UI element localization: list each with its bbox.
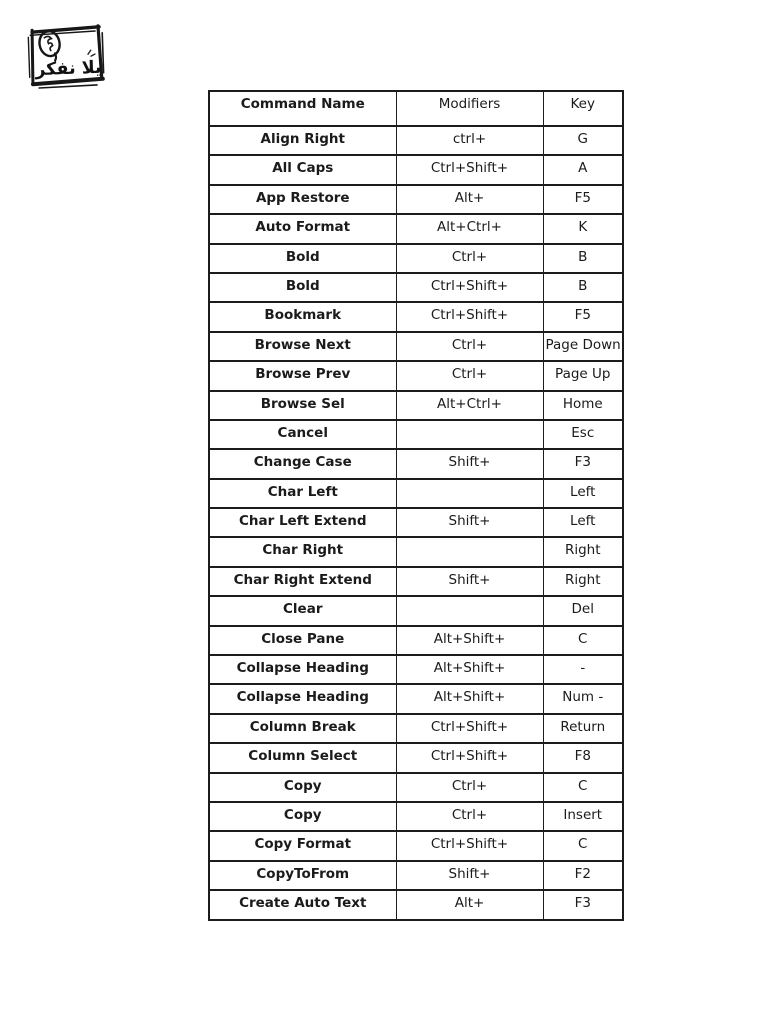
key-cell: F2	[543, 861, 623, 890]
key-cell: Page Down	[543, 332, 623, 361]
table-row	[209, 684, 623, 713]
key-cell: Num -	[543, 684, 623, 713]
modifiers-cell: Shift+	[396, 567, 543, 596]
command-name-cell: All Caps	[209, 155, 396, 184]
table-row	[209, 244, 623, 273]
modifiers-cell: Shift+	[396, 508, 543, 537]
table-row	[209, 743, 623, 772]
command-name-cell: App Restore	[209, 185, 396, 214]
command-name-cell: Clear	[209, 596, 396, 625]
key-cell: Del	[543, 596, 623, 625]
command-name-cell: Change Case	[209, 449, 396, 478]
modifiers-cell: Alt+Ctrl+	[396, 214, 543, 243]
command-name-cell: Collapse Heading	[209, 684, 396, 713]
command-name-cell: Copy	[209, 802, 396, 831]
command-name-cell: Column Break	[209, 714, 396, 743]
modifiers-cell: Alt+Shift+	[396, 684, 543, 713]
modifiers-cell: Ctrl+	[396, 332, 543, 361]
table-row	[209, 802, 623, 831]
col-header-key: Key	[543, 91, 623, 126]
key-cell: Esc	[543, 420, 623, 449]
modifiers-cell: Alt+	[396, 185, 543, 214]
key-cell: F3	[543, 890, 623, 919]
key-cell: B	[543, 273, 623, 302]
modifiers-cell: Ctrl+Shift+	[396, 743, 543, 772]
logo	[25, 21, 109, 92]
command-name-cell: Collapse Heading	[209, 655, 396, 684]
command-name-cell: Char Right	[209, 537, 396, 566]
key-cell: -	[543, 655, 623, 684]
table-row	[209, 391, 623, 420]
col-header-command-name: Command Name	[209, 91, 396, 126]
logo-arabic-text: يلا نفكر	[35, 57, 102, 81]
key-cell: Page Up	[543, 361, 623, 390]
modifiers-cell: Alt+	[396, 890, 543, 919]
modifiers-cell	[396, 420, 543, 449]
modifiers-cell: Ctrl+Shift+	[396, 831, 543, 860]
key-cell: G	[543, 126, 623, 155]
command-name-cell: Char Right Extend	[209, 567, 396, 596]
key-cell: C	[543, 773, 623, 802]
key-cell: B	[543, 244, 623, 273]
modifiers-cell	[396, 596, 543, 625]
table-row	[209, 449, 623, 478]
command-name-cell: Char Left Extend	[209, 508, 396, 537]
table-row	[209, 420, 623, 449]
table-row	[209, 361, 623, 390]
col-header-modifiers: Modifiers	[396, 91, 543, 126]
table-row	[209, 861, 623, 890]
command-name-cell: CopyToFrom	[209, 861, 396, 890]
table-row	[209, 596, 623, 625]
table-row	[209, 773, 623, 802]
table-row	[209, 273, 623, 302]
command-name-cell: Browse Next	[209, 332, 396, 361]
modifiers-cell: Ctrl+Shift+	[396, 273, 543, 302]
modifiers-cell	[396, 537, 543, 566]
table-row	[209, 126, 623, 155]
table-row	[209, 302, 623, 331]
modifiers-cell: Ctrl+Shift+	[396, 714, 543, 743]
key-cell: Return	[543, 714, 623, 743]
key-cell: Right	[543, 567, 623, 596]
key-cell: F8	[543, 743, 623, 772]
logo-sketch-icon	[25, 21, 109, 92]
key-cell: Left	[543, 479, 623, 508]
table-row	[209, 479, 623, 508]
key-cell: F3	[543, 449, 623, 478]
command-name-cell: Browse Sel	[209, 391, 396, 420]
table-row	[209, 214, 623, 243]
command-name-cell: Align Right	[209, 126, 396, 155]
key-cell: C	[543, 626, 623, 655]
key-cell: F5	[543, 302, 623, 331]
key-cell: Right	[543, 537, 623, 566]
shortcuts-table-container	[208, 90, 622, 921]
modifiers-cell: Shift+	[396, 861, 543, 890]
table-row	[209, 890, 623, 919]
modifiers-cell: Ctrl+	[396, 773, 543, 802]
modifiers-cell: Alt+Ctrl+	[396, 391, 543, 420]
table-row	[209, 508, 623, 537]
table-row	[209, 185, 623, 214]
command-name-cell: Char Left	[209, 479, 396, 508]
table-header-row	[209, 91, 623, 126]
modifiers-cell: Alt+Shift+	[396, 655, 543, 684]
command-name-cell: Close Pane	[209, 626, 396, 655]
modifiers-cell: Shift+	[396, 449, 543, 478]
command-name-cell: Column Select	[209, 743, 396, 772]
table-row	[209, 714, 623, 743]
table-row	[209, 332, 623, 361]
key-cell: C	[543, 831, 623, 860]
command-name-cell: Browse Prev	[209, 361, 396, 390]
command-name-cell: Bookmark	[209, 302, 396, 331]
key-cell: Insert	[543, 802, 623, 831]
modifiers-cell: ctrl+	[396, 126, 543, 155]
command-name-cell: Bold	[209, 273, 396, 302]
table-row	[209, 155, 623, 184]
command-name-cell: Copy Format	[209, 831, 396, 860]
table-row	[209, 655, 623, 684]
command-name-cell: Create Auto Text	[209, 890, 396, 919]
command-name-cell: Copy	[209, 773, 396, 802]
modifiers-cell: Ctrl+	[396, 244, 543, 273]
modifiers-cell: Ctrl+	[396, 361, 543, 390]
table-row	[209, 626, 623, 655]
modifiers-cell: Ctrl+Shift+	[396, 155, 543, 184]
command-name-cell: Bold	[209, 244, 396, 273]
shortcuts-table	[208, 90, 624, 921]
modifiers-cell	[396, 479, 543, 508]
key-cell: A	[543, 155, 623, 184]
modifiers-cell: Ctrl+Shift+	[396, 302, 543, 331]
key-cell: Left	[543, 508, 623, 537]
table-row	[209, 567, 623, 596]
modifiers-cell: Ctrl+	[396, 802, 543, 831]
modifiers-cell: Alt+Shift+	[396, 626, 543, 655]
table-row	[209, 831, 623, 860]
command-name-cell: Auto Format	[209, 214, 396, 243]
key-cell: K	[543, 214, 623, 243]
key-cell: F5	[543, 185, 623, 214]
command-name-cell: Cancel	[209, 420, 396, 449]
key-cell: Home	[543, 391, 623, 420]
table-row	[209, 537, 623, 566]
